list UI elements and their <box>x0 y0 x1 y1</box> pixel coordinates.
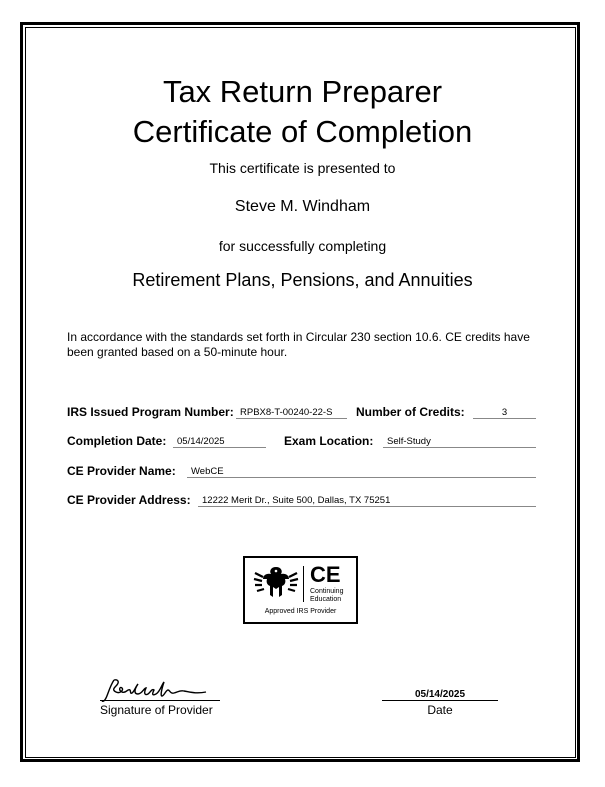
completing-text: for successfully completing <box>218 238 387 254</box>
logo-approved-text: Approved IRS Provider <box>264 608 337 615</box>
irs-eagle-icon <box>251 563 301 603</box>
statement-paragraph: In accordance with the standards set forth in Circular 230 section 10.6. CE credits have been granted based on a 50-minute hour. <box>67 330 530 359</box>
irs-approved-provider-logo <box>243 556 358 624</box>
credits-value: 3 <box>473 406 536 419</box>
title-line-2: Certificate of Completion <box>132 114 473 149</box>
presented-text: This certificate is presented to <box>209 160 396 176</box>
course-name: Retirement Plans, Pensions, and Annuities <box>132 270 473 290</box>
certificate-title <box>0 72 605 152</box>
exam-location-value: Self-Study <box>383 435 536 448</box>
signature-date-value: 05/14/2025 <box>414 689 466 700</box>
exam-location-label: Exam Location: <box>284 434 374 448</box>
logo-sub-line-1: Continuing <box>310 588 344 595</box>
completion-date-value: 05/14/2025 <box>173 435 266 448</box>
logo-divider <box>303 566 304 602</box>
provider-name-value: WebCE <box>187 465 536 478</box>
program-number-label: IRS Issued Program Number: <box>67 405 234 419</box>
signature-line <box>100 700 220 701</box>
provider-name-label: CE Provider Name: <box>67 464 176 478</box>
provider-address-value: 12222 Merit Dr., Suite 500, Dallas, TX 75251 <box>198 494 536 507</box>
completion-date-label: Completion Date: <box>67 434 167 448</box>
program-number-value: RPBX8-T-00240-22-S <box>236 406 347 419</box>
recipient-name: Steve M. Windham <box>234 198 371 215</box>
date-caption: Date <box>427 703 453 717</box>
provider-address-label: CE Provider Address: <box>67 493 191 507</box>
signature-caption: Signature of Provider <box>100 703 213 717</box>
provider-signature <box>100 676 220 706</box>
date-line <box>382 700 498 701</box>
logo-ce-text: CE <box>310 562 341 587</box>
title-line-1: Tax Return Preparer <box>162 74 443 109</box>
logo-sub-line-2: Education <box>310 596 342 603</box>
logo-subtitle <box>310 588 343 604</box>
credits-label: Number of Credits: <box>356 405 465 419</box>
